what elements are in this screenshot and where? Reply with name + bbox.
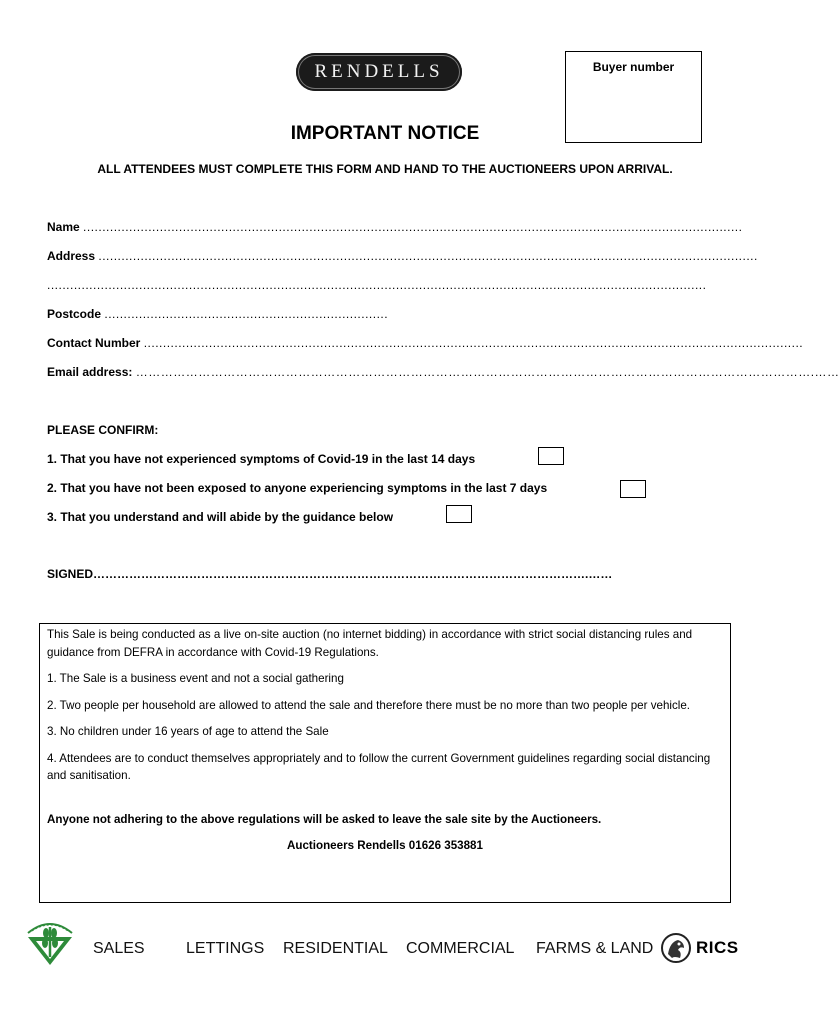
page-subtitle: ALL ATTENDEES MUST COMPLETE THIS FORM AND HAND TO THE AUCTIONEERS UPON ARRIVAL. (97, 162, 673, 176)
guidance-notice-box (39, 623, 731, 903)
signed-dots: …………………………………………………………………………………………………………….…… (93, 567, 613, 581)
address-field[interactable] (47, 249, 758, 263)
footer-commercial: COMMERCIAL (406, 940, 515, 957)
postcode-field[interactable] (47, 307, 387, 321)
email-dots: ……………………………………………………………………………………………………………………………………………….…… (135, 365, 840, 379)
notice-rule-2: 2. Two people per household are allowed to attend the sale and therefore there must be no more than two people per vehicle. (47, 698, 691, 712)
rics-text: RICS (696, 938, 739, 957)
signed-label: SIGNED (47, 567, 94, 581)
page-title: IMPORTANT NOTICE (290, 123, 480, 144)
signed-field[interactable] (47, 567, 627, 581)
footer-sales: SALES (93, 940, 145, 957)
notice-rule-3: 3. No children under 16 years of age to attend the Sale (47, 725, 329, 738)
confirm-item-2: 2. That you have not been exposed to anyone experiencing symptoms in the last 7 days (47, 481, 548, 495)
rendells-logo (296, 53, 462, 91)
lion-crest-icon (660, 932, 692, 964)
name-dots: ............................................................................................................................................................................ (83, 220, 743, 234)
email-field[interactable] (47, 365, 840, 379)
logo-text: RENDELLS (314, 61, 444, 82)
footer-residential: RESIDENTIAL (283, 940, 388, 957)
footer-farms-land: FARMS & LAND (536, 940, 654, 957)
buyer-number-label: Buyer number (592, 60, 675, 74)
address-dots: ............................................................................................................................................................................ (98, 249, 758, 263)
confirm-item-3: 3. That you understand and will abide by the guidance below (47, 510, 394, 524)
contact-number-dots: ............................................................................................................................................................................ (143, 336, 804, 350)
name-label: Name (47, 220, 80, 234)
notice-rule-1: 1. The Sale is a business event and not a social gathering (47, 672, 344, 685)
rics-logo (660, 931, 754, 965)
address-line-2[interactable] (47, 278, 711, 292)
confirm-checkbox-2[interactable] (620, 480, 646, 498)
address-line-2-dots: ............................................................................................................................................................................ (47, 278, 707, 292)
name-field[interactable] (47, 220, 743, 234)
postcode-dots: .......................................................................... (104, 307, 389, 321)
wheat-badge-icon (22, 913, 78, 967)
email-label: Email address: (47, 365, 133, 379)
postcode-label: Postcode (47, 307, 102, 321)
notice-contact: Auctioneers Rendells 01626 353881 (287, 839, 483, 852)
notice-warning: Anyone not adhering to the above regulations will be asked to leave the sale site by the Auctioneers. (47, 812, 602, 826)
notice-rule-4: 4. Attendees are to conduct themselves appropriately and to follow the current Government guidelines regarding social distancing and sanitisation. (47, 751, 711, 782)
confirm-checkbox-1[interactable] (538, 447, 564, 465)
confirm-heading: PLEASE CONFIRM: (47, 423, 159, 437)
address-label: Address (47, 249, 96, 263)
confirm-checkbox-3[interactable] (446, 505, 472, 523)
contact-number-label: Contact Number (47, 336, 141, 350)
footer-lettings: LETTINGS (186, 940, 265, 957)
confirm-item-1: 1. That you have not experienced symptoms of Covid-19 in the last 14 days (47, 452, 476, 466)
notice-intro: This Sale is being conducted as a live on-site auction (no internet bidding) in accordance with strict social distancing rules and guidance from DEFRA in accordance with Covid-19 Regulations. (47, 628, 693, 659)
contact-number-field[interactable] (47, 336, 804, 350)
